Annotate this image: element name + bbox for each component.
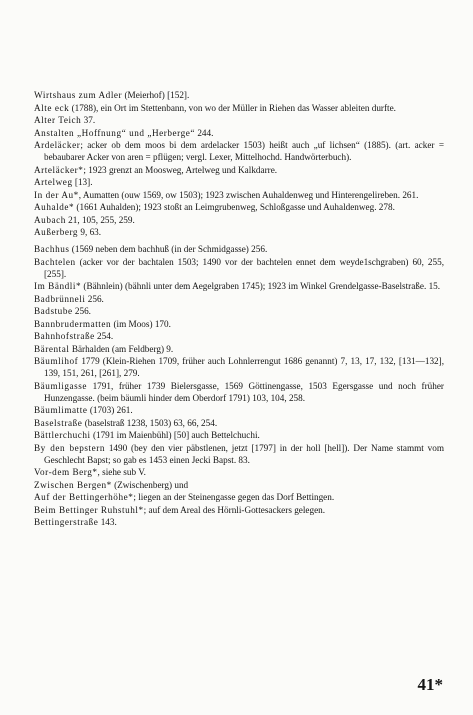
entry-headword: Auhalde* bbox=[34, 202, 75, 212]
entry-text: 37. bbox=[81, 115, 96, 125]
entry-headword: Bättlerchuchi bbox=[34, 430, 91, 440]
entry-headword: Baselstraße bbox=[34, 417, 83, 428]
entry-headword: Alte eck bbox=[34, 102, 70, 113]
register-entry bbox=[34, 516, 444, 528]
register-entry bbox=[34, 176, 444, 188]
register-entry bbox=[34, 89, 444, 101]
register-entry bbox=[34, 214, 444, 226]
register-entry bbox=[34, 417, 444, 429]
entry-text: 1490 (bey den vier päbstlenen, jetzt [1797] in der holl [hell]). Der Name stammt vom Geschlecht Bapst; so gab es 1453 einen Jecki Bapst. 83. bbox=[44, 442, 444, 465]
entry-text: (Meierhof) [152]. bbox=[122, 90, 190, 100]
entry-text: 1791, früher 1739 Bielersgasse, 1569 Göttinengasse, 1503 Egersgasse und noch früher Hunzengasse. (beim bäumli hinder dem Oberdorf 1791) 103, 104, 258. bbox=[44, 380, 444, 403]
entry-text: (im Moos) 170. bbox=[111, 318, 171, 329]
register-entry bbox=[34, 189, 444, 201]
register-entry bbox=[34, 293, 444, 305]
entry-text: [13]. bbox=[72, 177, 93, 187]
page-number: 41* bbox=[417, 675, 443, 694]
entry-headword: Auf der Bettingerhöhe* bbox=[34, 492, 134, 502]
entry-headword: Bachhus bbox=[34, 244, 70, 254]
entry-text: (1703) 261. bbox=[87, 405, 133, 415]
entry-text: 9, 63. bbox=[78, 227, 102, 237]
register-entry bbox=[34, 330, 444, 342]
entry-text: 256. bbox=[72, 306, 91, 316]
register-entry bbox=[34, 404, 444, 416]
entry-headword: Ardeläcker bbox=[34, 140, 81, 150]
entry-headword: Bahnhofstraße bbox=[34, 331, 95, 341]
register-entry bbox=[34, 139, 444, 163]
entry-headword: Badstube bbox=[34, 306, 73, 316]
entry-text: 254. bbox=[94, 331, 114, 341]
entry-headword: Anstalten „Hoffnung“ und „Herberge“ bbox=[34, 127, 196, 138]
entry-text: (Bähnlein) (bähnli unter dem Aegelgraben 1745); 1923 im Winkel Grendelgasse-Baselstraße. 15. bbox=[81, 281, 441, 291]
register-entry bbox=[34, 102, 444, 114]
register-entry bbox=[34, 280, 444, 292]
entry-headword: Badbrünneli bbox=[34, 293, 86, 304]
entry-text: (acker vor der bachtalen 1503; 1490 vor der bachtelen ennet dem weyde1schgraben) 60, 255, [255]. bbox=[44, 256, 444, 279]
entry-text: (1791 im Maienbühl) [50] auch Bettelchuchi. bbox=[90, 430, 260, 440]
register-entry bbox=[34, 243, 444, 255]
entry-text: 256. bbox=[85, 293, 104, 304]
entry-headword: Aubach bbox=[34, 214, 66, 225]
entry-text: ; liegen an der Steinengasse gegen das Dorf Bettingen. bbox=[133, 492, 335, 502]
entry-headword: Bäumligasse bbox=[34, 380, 88, 391]
register-entry bbox=[34, 442, 444, 466]
register-entry bbox=[34, 466, 444, 478]
register-entry bbox=[34, 491, 444, 503]
register-entry bbox=[34, 343, 444, 355]
register-entry bbox=[34, 479, 444, 491]
entry-text: (1788), ein Ort im Stettenbann, von wo der Müller in Riehen das Wasser ableiten durfte. bbox=[69, 102, 396, 113]
entry-headword: Artelweg bbox=[34, 177, 73, 187]
entry-headword: Bärental bbox=[34, 343, 70, 354]
entry-text: ; acker ob dem moos bi dem ardelacker 1503) heißt auch „uf lichsen“ (1885). (art. acker = bebaubarer Acker von aren = pflügen; vergl. Lexer, Mittelhochd. Handwörterbuch). bbox=[44, 140, 444, 162]
entry-list bbox=[34, 89, 444, 529]
register-entry bbox=[34, 201, 444, 213]
entry-headword: Im Bändli* bbox=[34, 281, 82, 291]
entry-text: 1779 (Klein-Riehen 1709, früher auch Lohnlerrengut 1686 genannt) 7, 13, 17, 132, [131—132], 139, 151, 261, [261], 279. bbox=[44, 356, 444, 378]
register-entry bbox=[34, 256, 444, 280]
entry-headword: Arteläcker* bbox=[34, 164, 84, 175]
entry-headword: By den bepstern bbox=[34, 442, 106, 453]
entry-headword: Alter Teich bbox=[34, 115, 82, 125]
entry-text: 21, 105, 255, 259. bbox=[65, 214, 135, 225]
entry-headword: Bannbrudermatten bbox=[34, 318, 112, 329]
register-entry bbox=[34, 127, 444, 139]
entry-headword: Zwischen Bergen* bbox=[34, 479, 112, 490]
entry-text: 244. bbox=[195, 127, 214, 138]
register-entry bbox=[34, 226, 444, 238]
entry-text: (Zwischenberg) und bbox=[111, 479, 189, 490]
entry-text: Bärhalden (am Feldberg) 9. bbox=[69, 343, 174, 354]
entry-text: (baselstraß 1238, 1503) 63, 66, 254. bbox=[82, 417, 218, 428]
entry-headword: Bäumlihof bbox=[34, 356, 79, 366]
register-entry bbox=[34, 355, 444, 379]
entry-text: (1569 neben dem bachhuß (in der Schmidgasse) 256. bbox=[69, 244, 268, 254]
entry-text: , siehe sub V. bbox=[97, 467, 146, 477]
entry-headword: Bachtelen bbox=[34, 256, 76, 267]
entry-headword: Wirtshaus zum Adler bbox=[34, 90, 123, 100]
register-entry bbox=[34, 305, 444, 317]
entry-headword: Beim Bettinger Ruhstuhl* bbox=[34, 504, 144, 515]
register-entry bbox=[34, 114, 444, 126]
entry-headword: In der Au* bbox=[34, 189, 79, 200]
entry-headword: Bäumlimatte bbox=[34, 405, 88, 415]
entry-headword: Außerberg bbox=[34, 227, 79, 237]
entry-text: , Aumatten (ouw 1569, ow 1503); 1923 zwischen Auhaldenweg und Hinterengelireben. 261. bbox=[78, 189, 419, 200]
entry-text: 143. bbox=[98, 517, 117, 527]
register-entry bbox=[34, 164, 444, 176]
entry-headword: Bettingerstraße bbox=[34, 517, 99, 527]
entry-text: ; auf dem Areal des Hörnli-Gottesackers gelegen. bbox=[143, 504, 326, 515]
register-entry bbox=[34, 504, 444, 516]
register-entry bbox=[34, 429, 444, 441]
register-entry bbox=[34, 380, 444, 404]
entry-headword: Vor-dem Berg* bbox=[34, 467, 98, 477]
register-entry bbox=[34, 318, 444, 330]
entry-text: (1661 Auhalden); 1923 stoßt an Leimgrubenweg, Schloßgasse und Auhaldenweg. 278. bbox=[74, 202, 395, 212]
entry-text: ; 1923 grenzt an Moosweg, Artelweg und Kalkdarre. bbox=[83, 164, 278, 175]
